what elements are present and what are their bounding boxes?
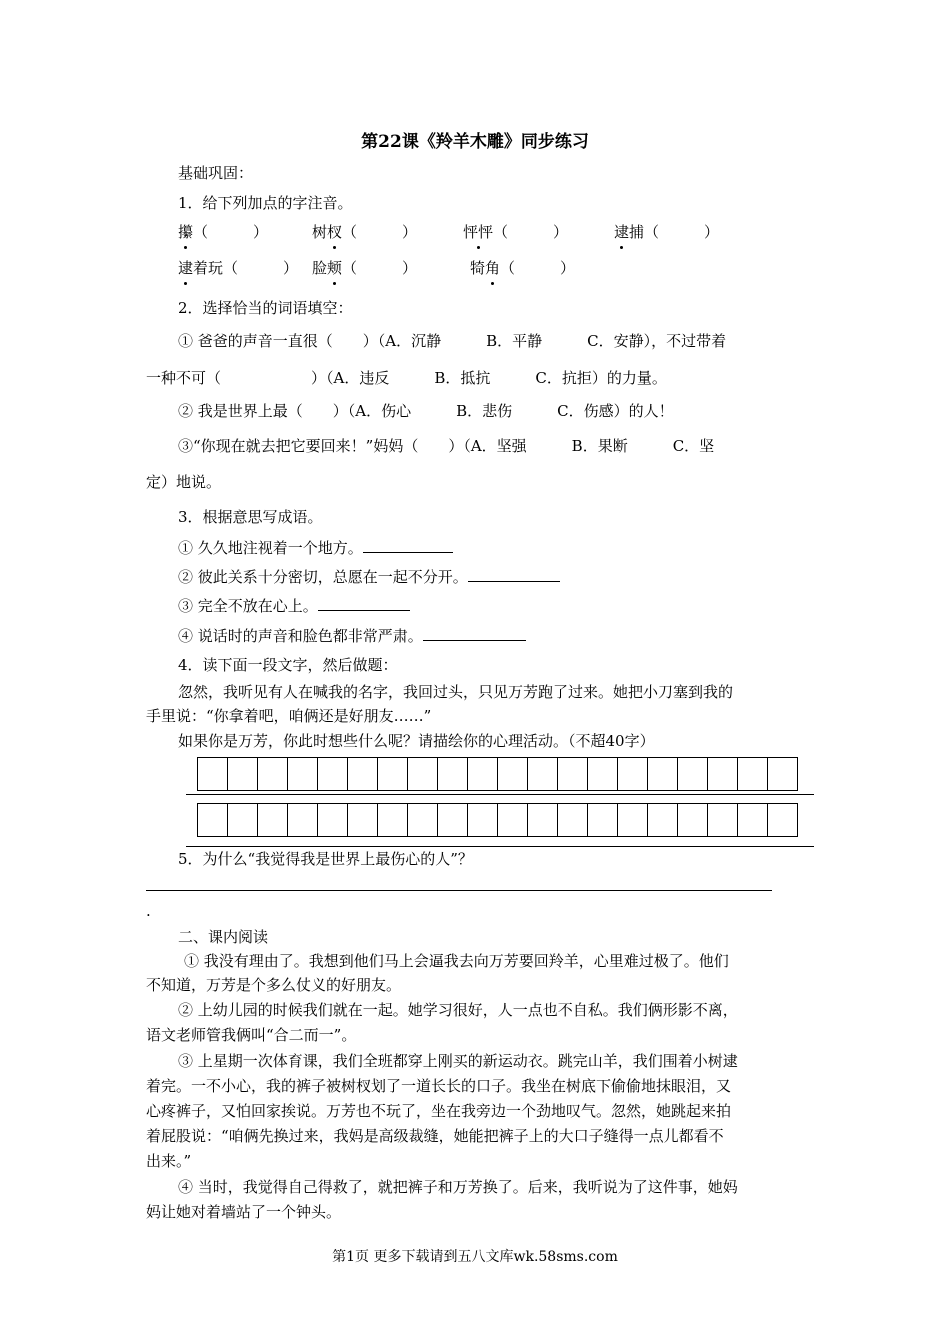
dotted-char: 怦怦: [463, 223, 494, 241]
plain-char: 树: [312, 223, 328, 241]
page-title: 第22课《羚羊木雕》同步练习: [361, 132, 589, 152]
reading-line: 着屁股说：“咱俩先换过来，我妈是高级裁缝，她能把裤子上的大口子缝得一点儿都看不: [146, 1127, 724, 1145]
grid-cell[interactable]: [528, 757, 558, 791]
q2-line: 定）地说。: [146, 473, 222, 491]
grid-cell[interactable]: [498, 803, 528, 837]
reading-line: 语文老师管我俩叫“合二而一”。: [146, 1026, 357, 1044]
grid-cell[interactable]: [678, 757, 708, 791]
plain-char: 犄: [470, 259, 486, 277]
pinyin-item: [614, 222, 719, 242]
idiom-item: [178, 595, 410, 616]
dotted-char: 逮: [614, 223, 630, 241]
plain-char: 脸: [312, 259, 328, 277]
grid-cell[interactable]: [228, 757, 258, 791]
grid-cell[interactable]: [198, 757, 228, 791]
reading-line: 出来。”: [146, 1152, 192, 1170]
plain-char: 捕: [629, 223, 645, 241]
q4-passage: 忽然，我听见有人在喊我的名字，我回过头，只见万芳跑了过来。她把小刀塞到我的: [178, 683, 734, 701]
grid-cell[interactable]: [378, 803, 408, 837]
answer-blank[interactable]: [423, 625, 526, 641]
grid-underline: [186, 846, 814, 847]
grid-cell[interactable]: [558, 757, 588, 791]
grid-cell[interactable]: [408, 757, 438, 791]
writing-grid-row-1[interactable]: [197, 757, 798, 791]
grid-cell[interactable]: [228, 803, 258, 837]
paren-blank: （ ）: [644, 223, 720, 241]
pinyin-item: [312, 258, 417, 278]
dotted-char: 杈: [327, 223, 343, 241]
grid-cell[interactable]: [648, 757, 678, 791]
reading-line: ④ 当时，我觉得自己得救了，就把裤子和万芳换了。后来，我听说为了这件事，她妈: [178, 1178, 738, 1196]
grid-cell[interactable]: [738, 757, 768, 791]
paren-blank: （ ）: [342, 259, 418, 277]
grid-cell[interactable]: [318, 757, 348, 791]
answer-blank[interactable]: [318, 595, 410, 611]
q2-line: ③“你现在就去把它要回来！”妈妈（ ）（A．坚强 B．果断 C．坚: [178, 437, 715, 455]
q4-passage: 手里说：“你拿着吧，咱俩还是好朋友……”: [146, 707, 432, 725]
pinyin-item: [178, 258, 298, 278]
plain-char: 着玩: [193, 259, 224, 277]
grid-cell[interactable]: [438, 757, 468, 791]
pinyin-item: [178, 222, 268, 242]
section-heading-basics: 基础巩固：: [178, 164, 254, 182]
answer-line[interactable]: [146, 890, 772, 891]
idiom-meaning: ② 彼此关系十分密切，总愿在一起不分开。: [178, 568, 468, 586]
paren-blank: （ ）: [500, 259, 576, 277]
q3-prompt: 3．根据意思写成语。: [178, 508, 323, 526]
grid-cell[interactable]: [198, 803, 228, 837]
grid-cell[interactable]: [318, 803, 348, 837]
grid-cell[interactable]: [288, 803, 318, 837]
paren-blank: （ ）: [193, 223, 269, 241]
grid-cell[interactable]: [618, 803, 648, 837]
end-mark: .: [146, 902, 151, 920]
grid-cell[interactable]: [348, 803, 378, 837]
reading-line: ③ 上星期一次体育课，我们全班都穿上刚买的新运动衣。跳完山羊，我们围着小树逮: [178, 1052, 738, 1070]
grid-cell[interactable]: [348, 757, 378, 791]
idiom-item: [178, 625, 526, 646]
grid-cell[interactable]: [468, 757, 498, 791]
grid-cell[interactable]: [588, 757, 618, 791]
paren-blank: （ ）: [342, 223, 418, 241]
dotted-char: 逮: [178, 259, 194, 277]
paren-blank: （ ）: [493, 223, 569, 241]
q2-line: ① 爸爸的声音一直很（ ）（A．沉静 B．平静 C．安静），不过带着: [178, 332, 727, 350]
q2-line: ② 我是世界上最（ ）（A．伤心 B．悲伤 C．伤感）的人！: [178, 402, 674, 420]
grid-cell[interactable]: [438, 803, 468, 837]
q5-prompt: 5．为什么“我觉得我是世界上最伤心的人”？: [178, 850, 473, 868]
q4-prompt: 4．读下面一段文字，然后做题：: [178, 656, 398, 674]
grid-cell[interactable]: [468, 803, 498, 837]
dotted-char: 颊: [327, 259, 343, 277]
grid-cell[interactable]: [738, 803, 768, 837]
page-footer: 第1页 更多下载请到五八文库wk.58sms.com: [332, 1249, 618, 1265]
reading-line: ② 上幼儿园的时候我们就在一起。她学习很好，人一点也不自私。我们俩形影不离，: [178, 1001, 738, 1019]
grid-cell[interactable]: [768, 803, 798, 837]
idiom-meaning: ① 久久地注视着一个地方。: [178, 539, 363, 557]
reading-line: 着完。一不小心，我的裤子被树杈划了一道长长的口子。我坐在树底下偷偷地抹眼泪，又: [146, 1077, 732, 1095]
grid-cell[interactable]: [258, 803, 288, 837]
pinyin-item: [463, 222, 568, 242]
grid-cell[interactable]: [618, 757, 648, 791]
reading-line: ① 我没有理由了。我想到他们马上会逼我去向万芳要回羚羊，心里难过极了。他们: [184, 952, 729, 970]
grid-cell[interactable]: [288, 757, 318, 791]
q4-task: 如果你是万芳，你此时想些什么呢？请描绘你的心理活动。（不超40字）: [178, 732, 655, 750]
grid-cell[interactable]: [258, 757, 288, 791]
pinyin-item: [312, 222, 417, 242]
paren-blank: （ ）: [223, 259, 299, 277]
grid-cell[interactable]: [378, 757, 408, 791]
grid-underline: [186, 794, 814, 795]
idiom-item: [178, 537, 453, 558]
section-heading-reading: 二、课内阅读: [178, 928, 269, 946]
reading-line: 妈让她对着墙站了一个钟头。: [146, 1203, 342, 1221]
reading-line: 不知道，万芳是个多么仗义的好朋友。: [146, 976, 402, 994]
grid-cell[interactable]: [498, 757, 528, 791]
grid-cell[interactable]: [678, 803, 708, 837]
q2-prompt: 2．选择恰当的词语填空：: [178, 299, 353, 317]
grid-cell[interactable]: [408, 803, 438, 837]
grid-cell[interactable]: [768, 757, 798, 791]
grid-cell[interactable]: [708, 757, 738, 791]
dotted-char: 角: [485, 259, 501, 277]
q2-line: 一种不可（ ）（A．违反 B．抵抗 C．抗拒）的力量。: [146, 369, 667, 387]
q1-prompt: 1．给下列加点的字注音。: [178, 194, 353, 212]
idiom-meaning: ③ 完全不放在心上。: [178, 597, 318, 615]
dotted-char: 攥: [178, 223, 194, 241]
grid-cell[interactable]: [558, 803, 588, 837]
grid-cell[interactable]: [588, 803, 618, 837]
idiom-meaning: ④ 说话时的声音和脸色都非常严肃。: [178, 627, 423, 645]
grid-cell[interactable]: [648, 803, 678, 837]
idiom-item: [178, 566, 560, 587]
grid-cell[interactable]: [708, 803, 738, 837]
grid-cell[interactable]: [528, 803, 558, 837]
answer-blank[interactable]: [468, 566, 560, 582]
reading-line: 心疼裤子，又怕回家挨说。万芳也不玩了，坐在我旁边一个劲地叹气。忽然，她跳起来拍: [146, 1102, 732, 1120]
writing-grid-row-2[interactable]: [197, 803, 798, 837]
pinyin-item: [470, 258, 575, 278]
answer-blank[interactable]: [363, 537, 453, 553]
